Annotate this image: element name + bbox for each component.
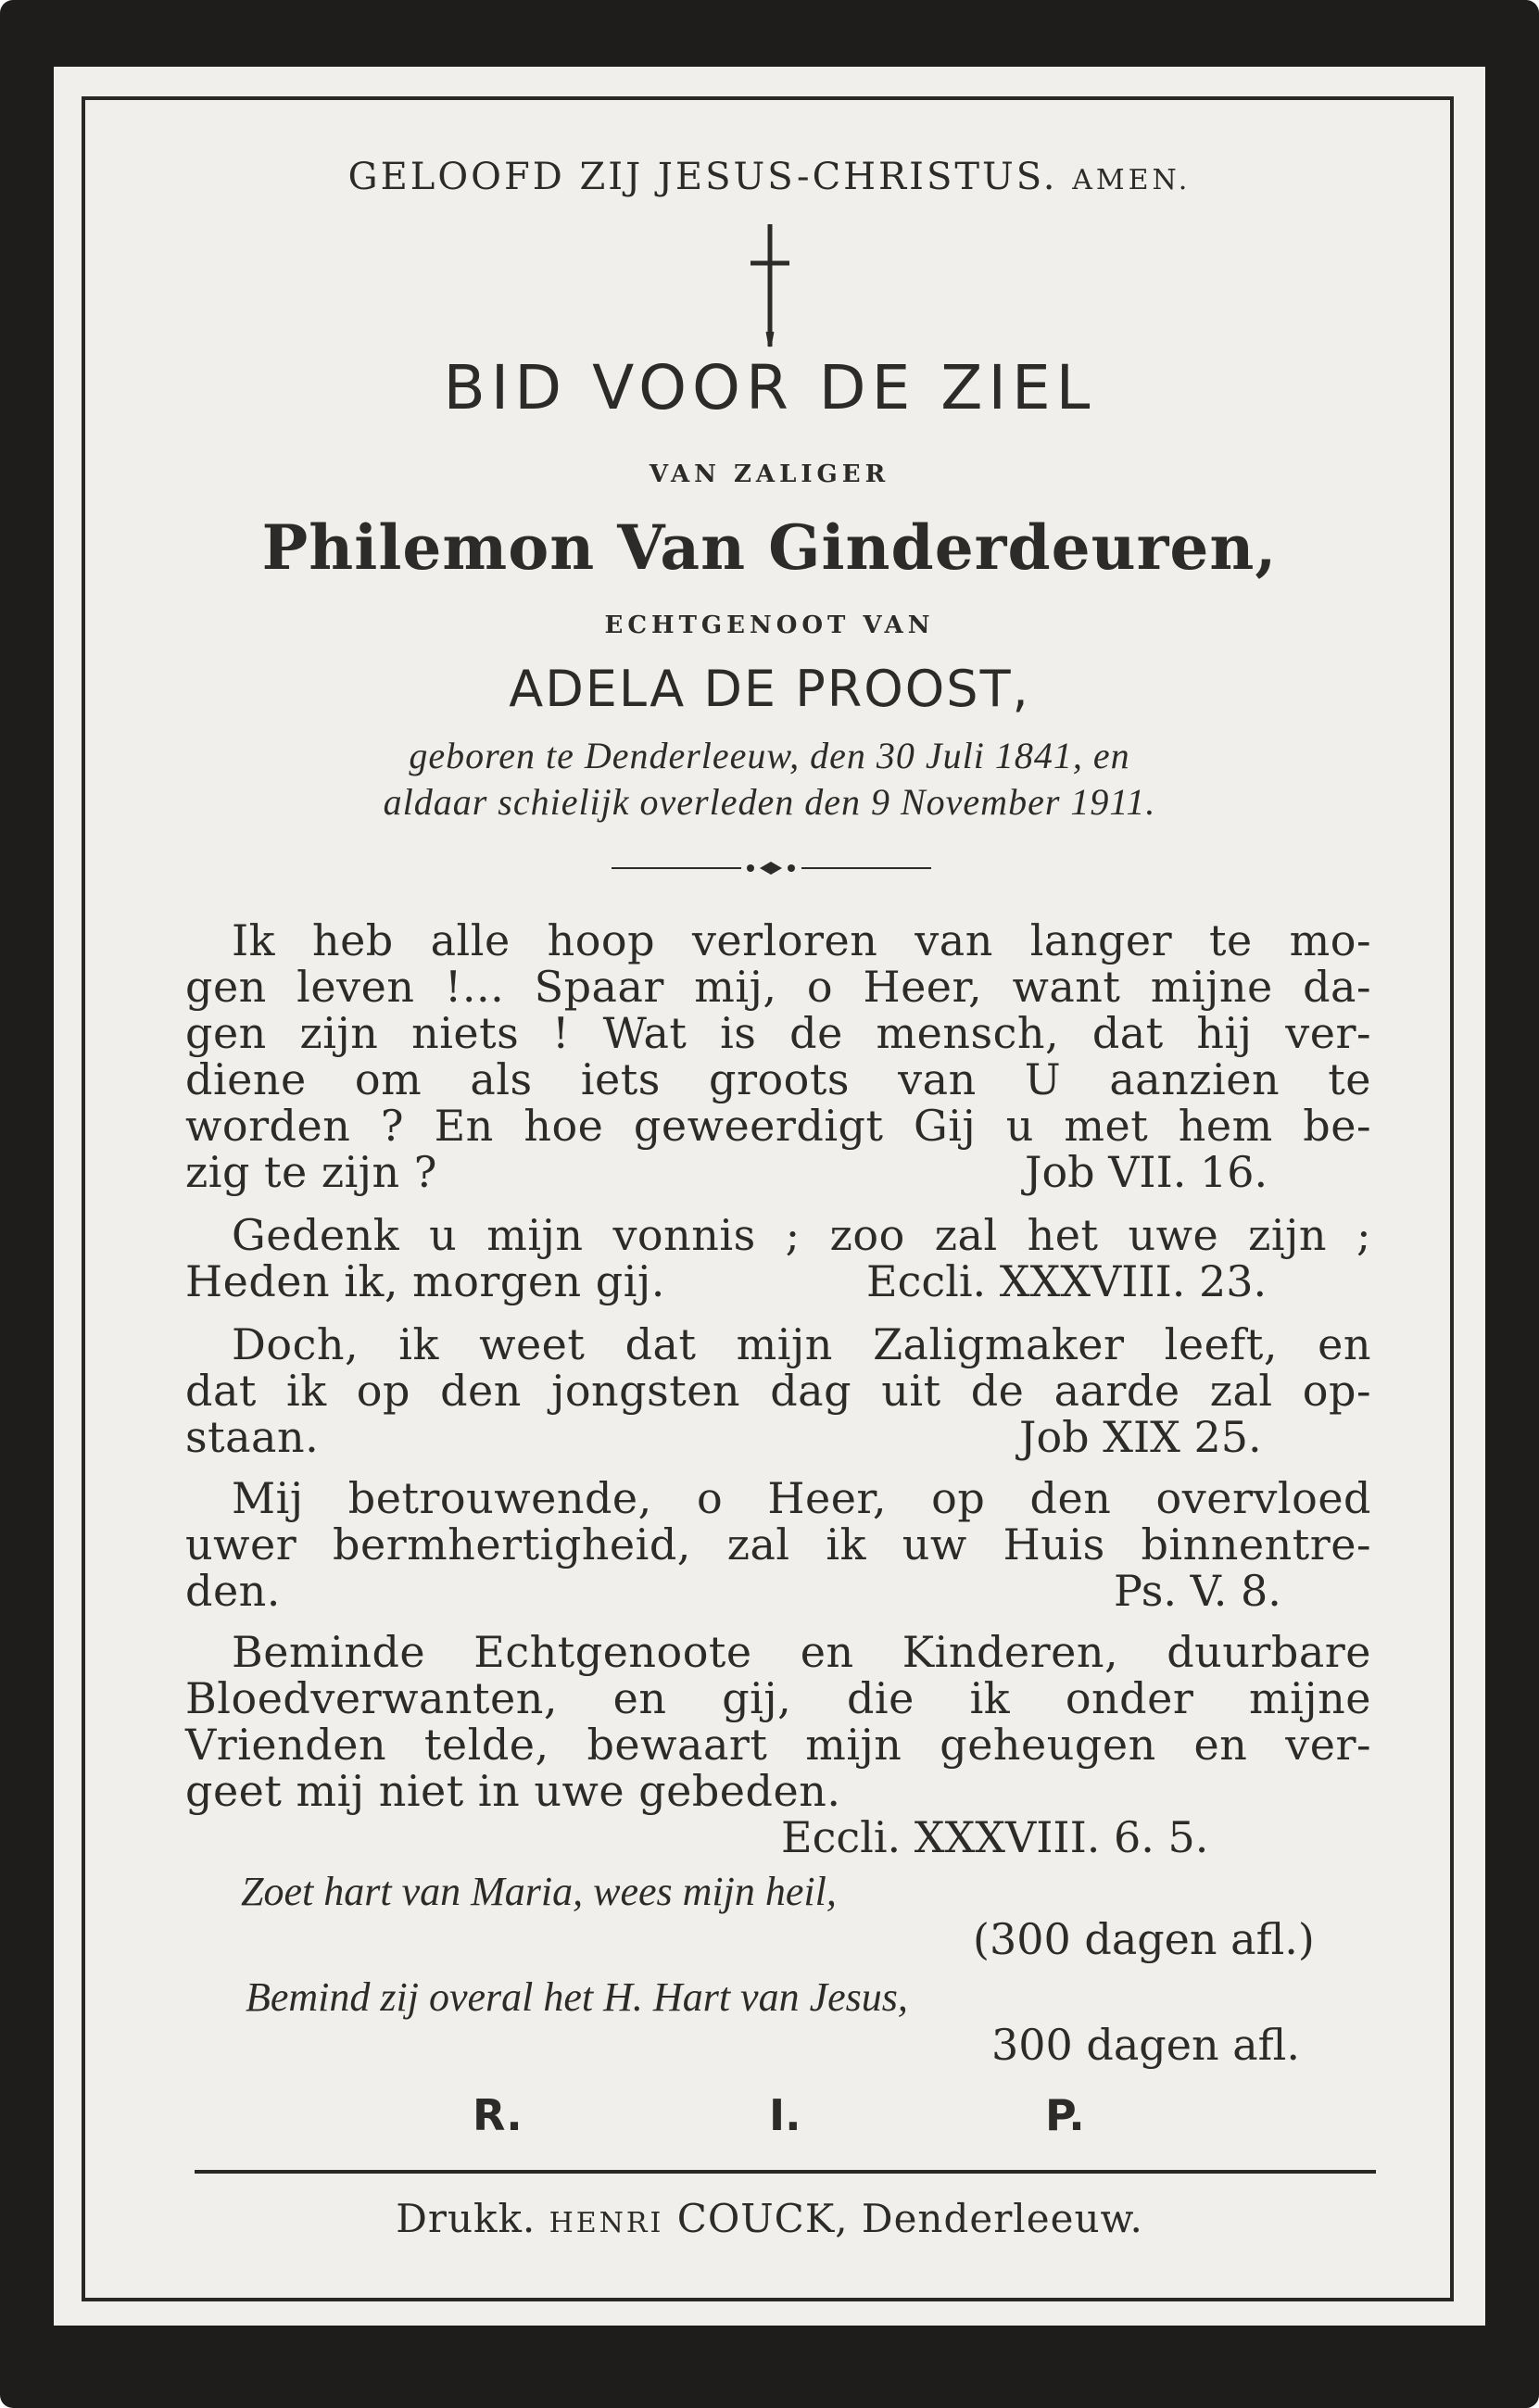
rip-i: I. (769, 2090, 801, 2140)
verse-line: den. (185, 1566, 281, 1616)
verse-line: Heden ik, morgen gij. (185, 1256, 665, 1306)
van-zaliger-label: VAN ZALIGER (649, 460, 890, 488)
scripture-reference: Job XIX 25. (1019, 1412, 1262, 1462)
verse-line: dat ik op den jongsten dag uit de aarde zal op- (185, 1366, 1371, 1416)
verse-line: diene om als iets groots van U aanzien te (185, 1054, 1371, 1104)
printer-credit (0, 2196, 1539, 2241)
rip-p: P. (1045, 2090, 1085, 2140)
verse-line: Doch, ik weet dat mijn Zaligmaker leeft, en (232, 1319, 1371, 1369)
verse-line: Vrienden telde, bewaart mijn geheugen en ver- (185, 1720, 1371, 1770)
prayer-line: Bemind zij overal het H. Hart van Jesus, (246, 1974, 908, 2020)
scripture-reference: Eccli. XXXVIII. 6. 5. (781, 1812, 1209, 1862)
scripture-reference: Ps. V. 8. (1114, 1566, 1281, 1616)
amen-text: AMEN. (1072, 164, 1192, 196)
printer-firstname: HENRI (549, 2207, 664, 2239)
cross-icon (747, 221, 793, 350)
inner-frame (82, 96, 1454, 2301)
deceased-name: Philemon Van Ginderdeuren, (261, 511, 1278, 584)
verse-line: Mij betrouwende, o Heer, op den overvloed (232, 1473, 1371, 1523)
verse-line: staan. (185, 1412, 320, 1462)
birth-line: geboren te Denderleeuw, den 30 Juli 1841, en (409, 735, 1130, 776)
header-text: GELOOFD ZIJ JESUS-CHRISTUS. (347, 156, 1058, 198)
scripture-reference: Eccli. XXXVIII. 23. (866, 1256, 1268, 1306)
rip-r: R. (473, 2090, 523, 2140)
printer-name-place: COUCK, Denderleeuw. (676, 2196, 1143, 2241)
prayer-line: Zoet hart van Maria, wees mijn heil, (241, 1869, 837, 1914)
scripture-reference: Job VII. 16. (1025, 1147, 1268, 1197)
indulgence-note: (300 dagen afl.) (973, 1914, 1315, 1964)
spouse-name: ADELA DE PROOST, (509, 660, 1030, 718)
verse-line: Ik heb alle hoop verloren van langer te mo- (232, 915, 1371, 965)
header-line (0, 156, 1539, 198)
divider-rule (195, 2170, 1376, 2174)
death-line: aldaar schielijk overleden den 9 November 1911. (383, 781, 1156, 823)
verse-line: Beminde Echtgenoote en Kinderen, duurbare (232, 1627, 1371, 1677)
echtgenoot-label: ECHTGENOOT VAN (604, 611, 935, 639)
ornament-divider-icon (612, 857, 931, 879)
verse-line: Bloedverwanten, en gij, die ik onder mijne (185, 1673, 1371, 1723)
verse-line: gen leven !... Spaar mij, o Heer, want mijne da- (185, 962, 1371, 1012)
printer-drukk: Drukk. (396, 2196, 536, 2241)
verse-line: gen zijn niets ! Wat is de mensch, dat hij ver- (185, 1008, 1371, 1058)
verse-line: worden ? En hoe geweerdigt Gij u met hem be- (185, 1101, 1371, 1151)
bid-voor-de-ziel-title: BID VOOR DE ZIEL (443, 352, 1096, 423)
verse-line: uwer bermhertigheid, zal ik uw Huis binnentre- (185, 1519, 1371, 1570)
verse-line: zig te zijn ? (185, 1147, 437, 1197)
verse-line: geet mij niet in uwe gebeden. (185, 1766, 841, 1816)
indulgence-note: 300 dagen afl. (991, 2020, 1300, 2070)
verse-line: Gedenk u mijn vonnis ; zoo zal het uwe zijn ; (232, 1210, 1371, 1260)
